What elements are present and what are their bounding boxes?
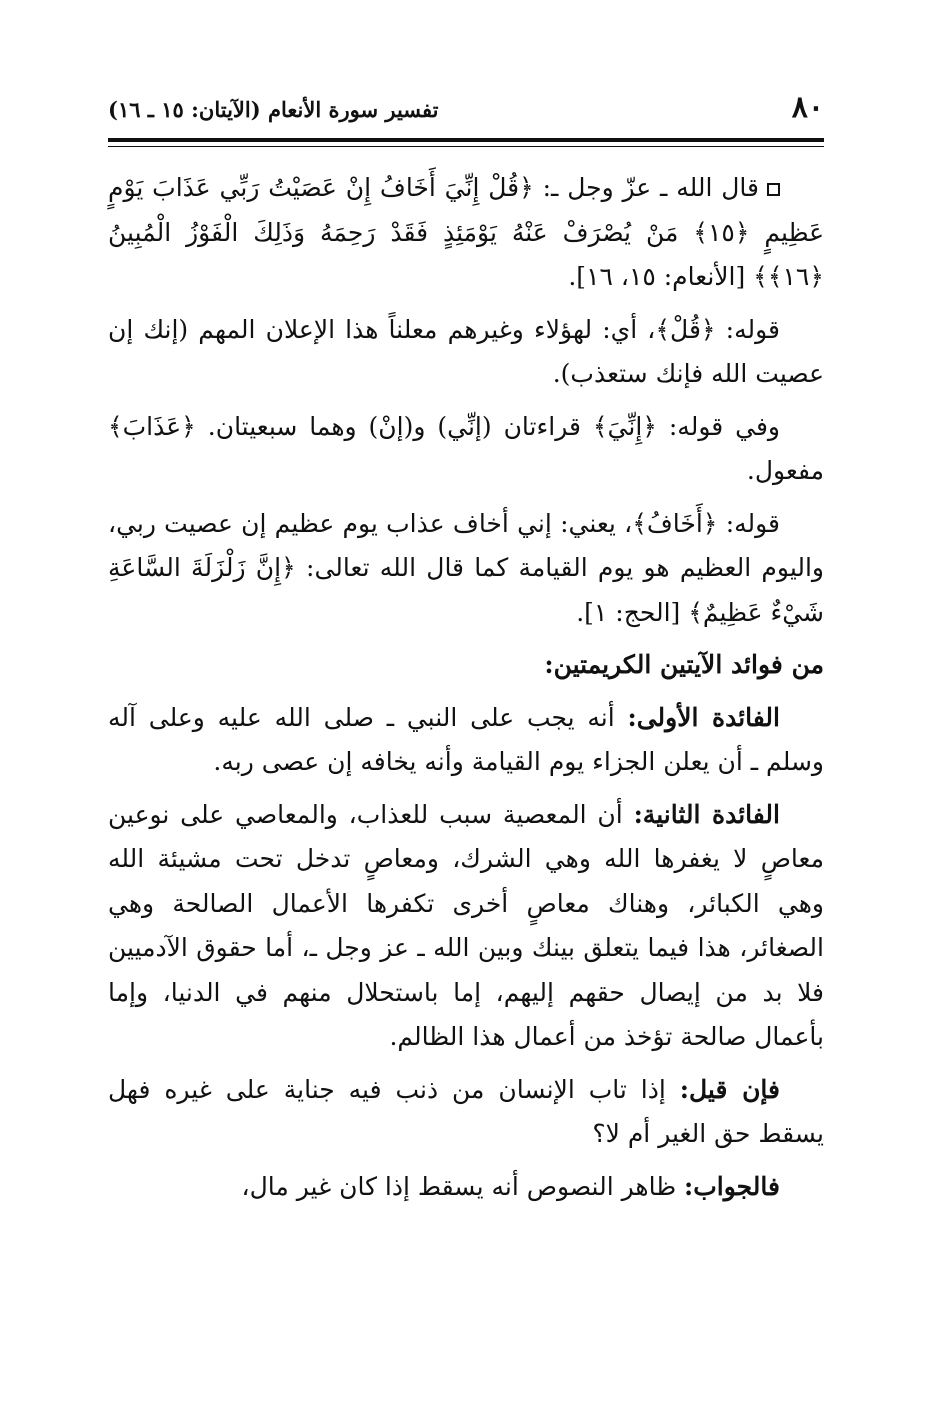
- running-title: تفسير سورة الأنعام (الآيتان: ١٥ ـ ١٦): [108, 97, 439, 122]
- paragraph-text: قوله: ﴿قُلْ﴾، أي: لهؤلاء وغيرهم معلناً هذا الإعلان المهم (إنك إن عصيت الله فإنك ستعذب).: [108, 314, 824, 388]
- body-text: [108, 166, 824, 1217]
- paragraph-text: قال الله ـ عزّ وجل ـ: ﴿قُلْ إِنِّيَ أَخَافُ إِنْ عَصَيْتُ رَبِّي عَذَابَ يَوْمٍ عَظِيمٍ ﴿١٥﴾ مَنْ يُصْرَفْ عَنْهُ يَوْمَئِذٍ فَقَدْ رَحِمَهُ وَذَلِكَ الْفَوْزُ الْمُبِينُ ﴿١٦﴾﴾ [الأنعام: ١٥، ١٦].: [108, 173, 825, 291]
- benefit-text: أن المعصية سبب للعذاب، والمعاصي على نوعين معاصٍ لا يغفرها الله وهي الشرك، ومعاصٍ تدخل تحت مشيئة الله وهي الكبائر، وهناك معاصٍ أخرى تكفرها الأعمال الصالحة وهي الصغائر، هذا فيما يتعلق بينك وبين الله ـ عز وجل ـ، أما حقوق الآدميين فلا بد من إيصال حقهم إليهم، إما باستحلال منهم في الدنيا، وإما بأعمال صالحة تؤخذ من أعمال هذا الظالم.: [108, 799, 824, 1051]
- square-bullet-icon: [767, 183, 780, 196]
- section-heading: من فوائد الآيتين الكريمتين:: [544, 650, 824, 679]
- paragraph-akhafu: [108, 502, 824, 636]
- paragraph-text: قوله: ﴿أَخَافُ﴾، يعني: إني أخاف عذاب يوم عظيم إن عصيت ربي، واليوم العظيم هو يوم القيامة كما قال الله تعالى: ﴿إِنَّ زَلْزَلَةَ السَّاعَةِ شَيْءٌ عَظِيمٌ﴾ [الحج: ١].: [108, 508, 824, 627]
- answer-text: ظاهر النصوص أنه يسقط إذا كان غير مال،: [241, 1171, 677, 1201]
- benefit-second: [108, 793, 824, 1060]
- benefit-first: [108, 696, 824, 785]
- answer-paragraph: [108, 1165, 824, 1210]
- header-rule-thin: [108, 146, 824, 147]
- benefit-label: الفائدة الثانية:: [633, 799, 780, 829]
- answer-label: فالجواب:: [684, 1171, 780, 1201]
- paragraph-text: وفي قوله: ﴿إِنِّيَ﴾ قراءتان (إنِّي) و(إنْ) وهما سبعيتان. ﴿عَذَابَ﴾ مفعول.: [108, 411, 824, 485]
- question-label: فإن قيل:: [679, 1074, 781, 1104]
- benefit-label: الفائدة الأولى:: [627, 702, 780, 732]
- benefit-text: أنه يجب على النبي ـ صلى الله عليه وعلى آله وسلم ـ أن يعلن الجزاء يوم القيامة وأنه يخافه إن عصى ربه.: [108, 702, 824, 776]
- question-text: إذا تاب الإنسان من ذنب فيه جناية على غيره فهل يسقط حق الغير أم لا؟: [108, 1074, 824, 1148]
- page-header: [108, 88, 824, 132]
- page-number: ٨٠: [791, 90, 824, 125]
- question-paragraph: [108, 1068, 824, 1157]
- paragraph-qiraat: [108, 405, 824, 494]
- paragraph-qul: [108, 308, 824, 397]
- paragraph-verse-quote: [108, 166, 824, 300]
- header-rule-thick: [108, 138, 824, 142]
